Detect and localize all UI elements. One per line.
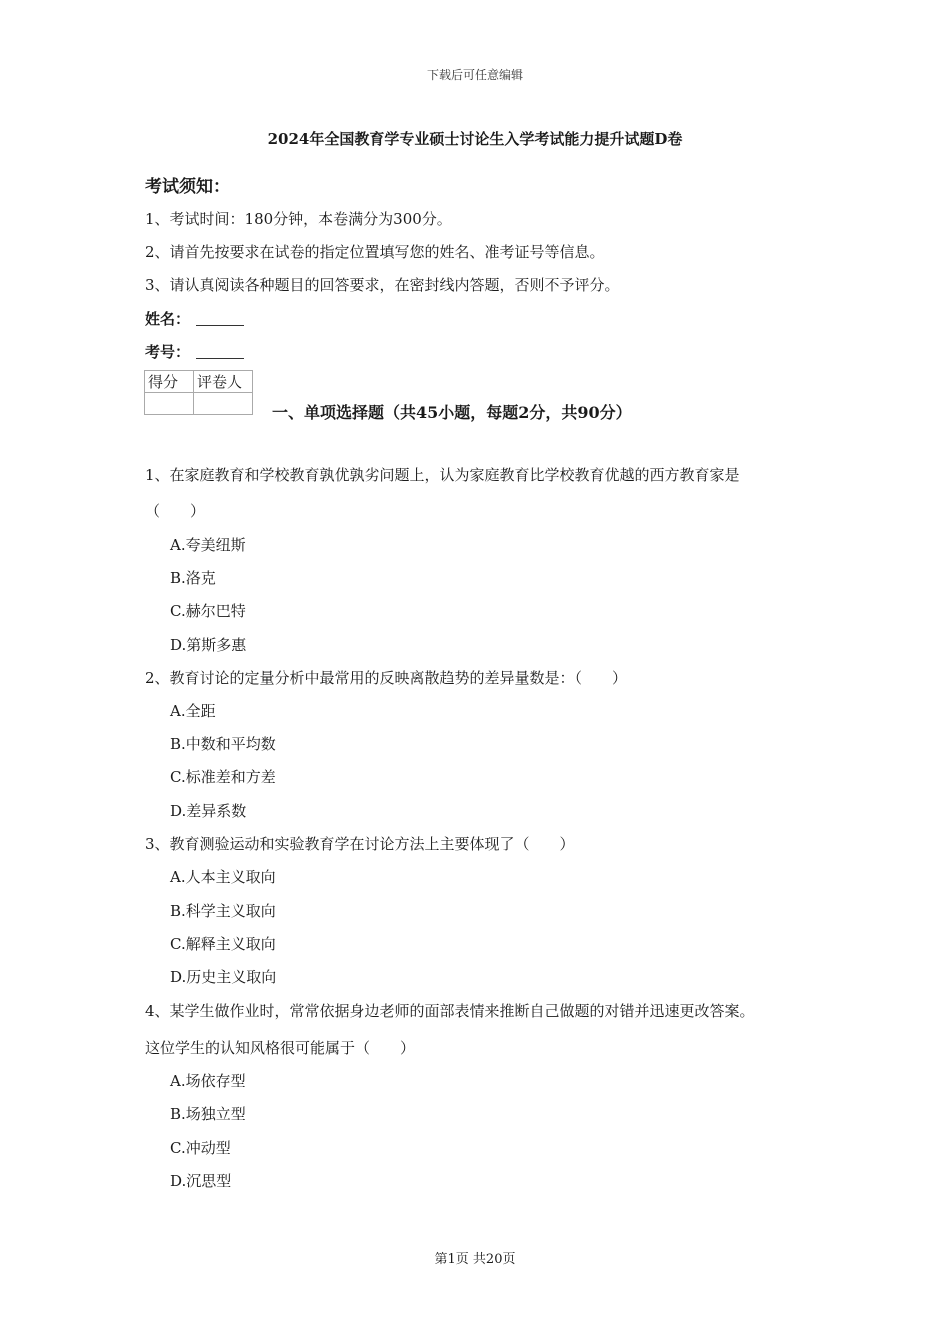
exam-title: 2024年全国教育学专业硕士讨论生入学考试能力提升试题D卷: [267, 130, 683, 148]
grader-header: 评卷人: [194, 371, 253, 393]
option: B.场独立型: [170, 1105, 246, 1123]
score-cell[interactable]: [145, 393, 194, 415]
option: A.夸美纽斯: [170, 536, 246, 554]
option: B.中数和平均数: [170, 735, 276, 753]
question-text: 这位学生的认知风格很可能属于（ ）: [145, 1039, 416, 1057]
option: A.人本主义取向: [170, 868, 276, 886]
score-table: [144, 370, 253, 415]
option: B.科学主义取向: [170, 902, 276, 920]
id-label: 考号：: [145, 343, 191, 361]
name-label: 姓名：: [145, 310, 191, 328]
option: D.第斯多惠: [170, 636, 247, 654]
notice-rule: 2、请首先按要求在试卷的指定位置填写您的姓名、准考证号等信息。: [145, 243, 605, 261]
section-title: 一、单项选择题（共45小题，每题2分，共90分）: [272, 403, 632, 422]
page-footer: 第1页 共20页: [434, 1252, 516, 1267]
notice-heading: 考试须知：: [145, 177, 230, 197]
option: D.差异系数: [170, 802, 247, 820]
option: D.历史主义取向: [170, 968, 277, 986]
notice-rule: 1、考试时间：180分钟，本卷满分为300分。: [145, 210, 452, 228]
header-note: 下载后可任意编辑: [426, 68, 523, 82]
score-header: 得分: [145, 371, 194, 393]
option: B.洛克: [170, 569, 216, 587]
option: A.全距: [170, 702, 216, 720]
question-text: 2、教育讨论的定量分析中最常用的反映离散趋势的差异量数是：（ ）: [145, 669, 628, 687]
question-text: 1、在家庭教育和学校教育孰优孰劣问题上，认为家庭教育比学校教育优越的西方教育家是: [145, 466, 740, 484]
option: A.场依存型: [170, 1072, 246, 1090]
name-blank[interactable]: [196, 311, 244, 326]
question-text: 3、教育测验运动和实验教育学在讨论方法上主要体现了（ ）: [145, 835, 575, 853]
option: C.解释主义取向: [170, 935, 276, 953]
option: D.沉思型: [170, 1172, 232, 1190]
grader-cell[interactable]: [194, 393, 253, 415]
name-field: [145, 308, 244, 329]
id-field: [145, 341, 244, 362]
option: C.标准差和方差: [170, 768, 276, 786]
question-text: （ ）: [145, 502, 206, 520]
option: C.冲动型: [170, 1139, 231, 1157]
notice-rule: 3、请认真阅读各种题目的回答要求，在密封线内答题，否则不予评分。: [145, 276, 620, 294]
option: C.赫尔巴特: [170, 602, 246, 620]
id-blank[interactable]: [196, 344, 244, 359]
question-text: 4、某学生做作业时，常常依据身边老师的面部表情来推断自己做题的对错并迅速更改答案。: [145, 1002, 755, 1020]
